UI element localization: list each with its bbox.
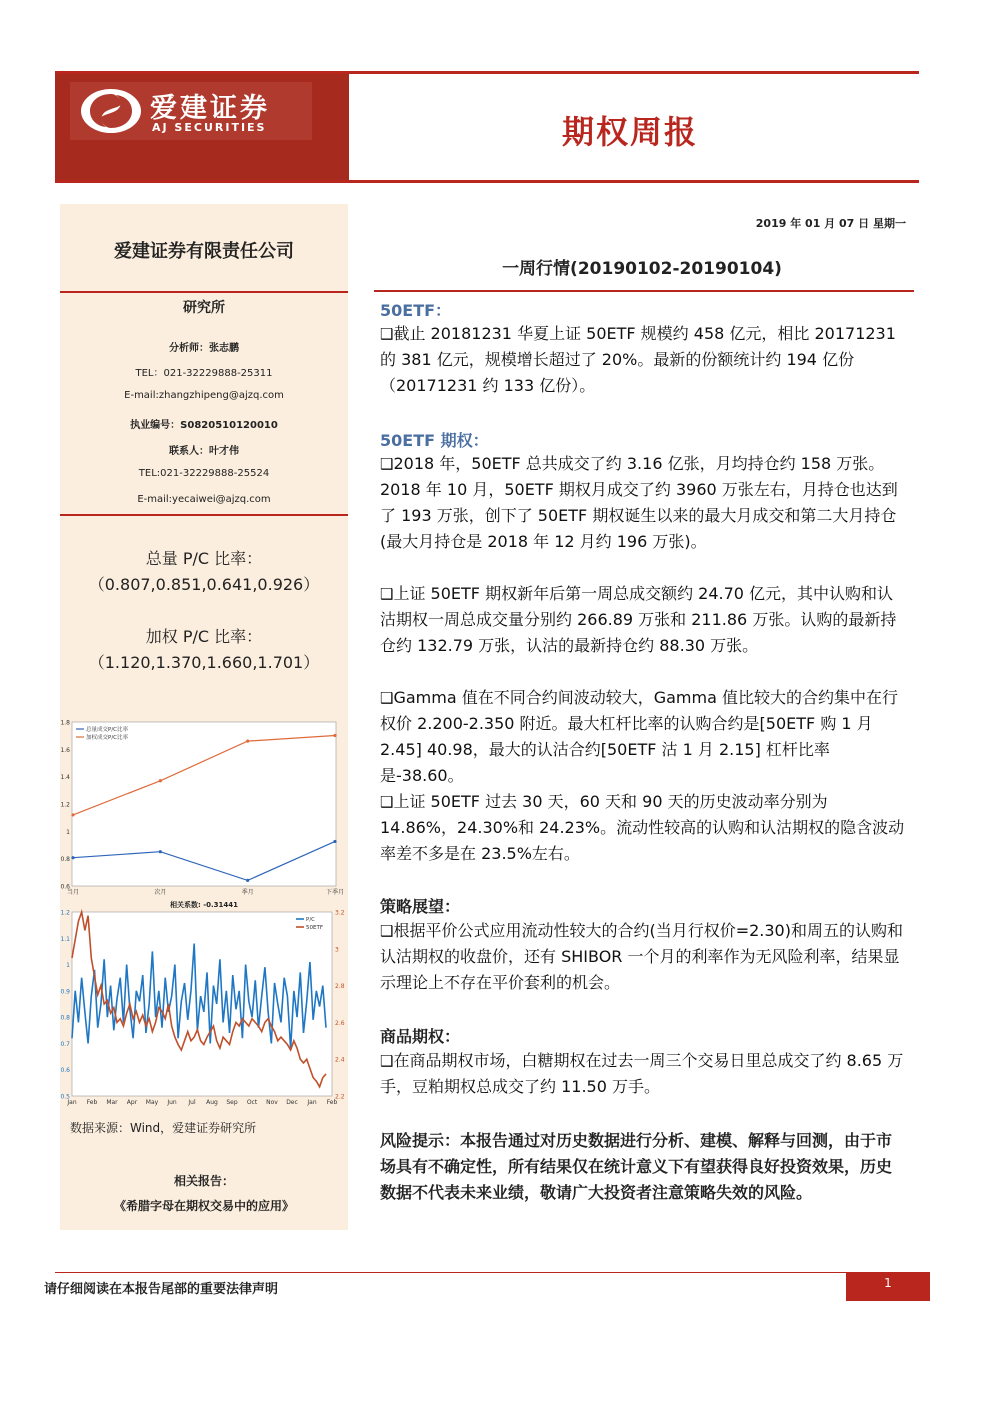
x-tick-label: 次月 <box>154 889 167 896</box>
y-tick-label: 1.2 <box>60 801 70 809</box>
legend-label: 加权成交P/C比率 <box>86 735 129 741</box>
contact-person: 联系人：叶才伟 <box>169 446 239 457</box>
department: 研究所 <box>183 300 225 316</box>
pc-50etf-chart <box>60 906 348 1116</box>
y-left-tick-label: 1.2 <box>60 909 70 917</box>
data-point <box>246 879 249 882</box>
analyst-email: E-mail:zhangzhipeng@ajzq.com <box>124 390 284 401</box>
sidebar-rule <box>60 291 348 293</box>
y-right-tick-label: 2.6 <box>335 1019 345 1027</box>
section-strategy-title: 策略展望： <box>380 897 461 916</box>
report-type-title: 期权周报 <box>562 113 699 151</box>
y-left-tick-label: 0.8 <box>60 1014 70 1022</box>
y-left-tick-label: 0.5 <box>60 1093 70 1101</box>
y-left-tick-label: 0.6 <box>60 1067 70 1075</box>
risk-warning: 风险提示：本报告通过对历史数据进行分析、建模、解释与回测，由于市场具有不确定性，所有结果仅在统计意义下有望获得良好投资效果，历史数据不代表未来业绩，敬请广大投资者注意策略失效的风险。 <box>380 1131 893 1202</box>
weighted-pc-label: 加权 P/C 比率： <box>145 627 263 646</box>
analyst-name: 分析师：张志鹏 <box>169 343 239 354</box>
x-tick-label: Feb <box>326 1099 338 1106</box>
x-tick-label: Dec <box>286 1099 298 1106</box>
y-tick-label: 1.6 <box>60 746 70 754</box>
checkbox-bullet-icon: ❑ <box>380 1052 394 1070</box>
aj-logo-icon <box>78 86 144 136</box>
checkbox-bullet-icon: ❑ <box>380 585 394 603</box>
x-tick-label: Jan <box>67 1099 77 1106</box>
checkbox-bullet-icon: ❑ <box>380 922 394 940</box>
legend-label: 总量成交P/C比率 <box>86 727 129 733</box>
related-report-link[interactable]: 《希腊字母在期权交易中的应用》 <box>113 1199 294 1213</box>
chart-annotation: 相关系数: -0.31441 <box>169 901 239 909</box>
sidebar-rule <box>60 514 348 516</box>
data-point <box>333 734 336 737</box>
company-name: 爱建证券有限责任公司 <box>114 241 294 262</box>
y-tick-label: 1 <box>66 828 70 836</box>
week-title: 一周行情(20190102-20190104) <box>502 259 782 279</box>
x-tick-label: Aug <box>206 1099 218 1106</box>
total-pc-value: （0.807,0.851,0.641,0.926） <box>88 575 320 594</box>
checkbox-bullet-icon: ❑ <box>380 689 394 707</box>
y-left-tick-label: 1 <box>66 962 70 970</box>
y-left-tick-label: 1.1 <box>60 935 70 943</box>
section-50etf-option-para-1: ❑2018 年，50ETF 总共成交了约 3.16 亿张，月均持仓约 158 万张。2018 年 10 月，50ETF 期权月成交了约 3960 万张左右，月持仓也达到了 193 万张，创下了 50ETF 期权诞生以来的最大月成交和第二大月持仓(最大月持仓是 2018 年 12 月约 196 万张)。 <box>380 454 898 551</box>
license-number: 执业编号：S0820510120010 <box>130 420 278 431</box>
analyst-tel: TEL：021-32229888-25311 <box>135 368 273 379</box>
y-tick-label: 0.6 <box>60 883 70 891</box>
x-tick-label: Apr <box>126 1099 138 1106</box>
plot-area <box>72 722 336 886</box>
data-point <box>333 840 336 843</box>
y-right-tick-label: 2.4 <box>335 1056 345 1064</box>
x-tick-label: 下季月 <box>325 889 345 896</box>
page-number: 1 <box>884 1276 892 1290</box>
data-point <box>71 813 74 816</box>
report-date: 2019 年 01 月 07 日 星期一 <box>755 217 906 230</box>
data-point <box>159 779 162 782</box>
contact-email: E-mail:yecaiwei@ajzq.com <box>137 494 271 505</box>
header-bottom-rule <box>55 180 919 183</box>
x-tick-label: 季月 <box>241 889 254 896</box>
checkbox-bullet-icon: ❑ <box>380 325 394 343</box>
contact-tel: TEL:021-32229888-25524 <box>138 468 270 479</box>
weighted-pc-value: （1.120,1.370,1.660,1.701） <box>88 653 320 672</box>
x-tick-label: 当月 <box>66 889 80 896</box>
data-source: 数据来源：Wind，爱建证券研究所 <box>70 1121 257 1135</box>
footer-disclaimer: 请仔细阅读在本报告尾部的重要法律声明 <box>44 1282 279 1297</box>
x-tick-label: Oct <box>246 1099 258 1106</box>
section-50etf-option-para-3: ❑Gamma 值在不同合约间波动较大，Gamma 值比较大的合约集中在行权价 2.200-2.350 附近。最大杠杆比率的认购合约是[50ETF 购 1 月 2.45] 40.98，最大的认沽合约[50ETF 沽 1 月 2.15] 杠杆比率是-38.60。 <box>380 688 898 785</box>
main-rule <box>374 290 914 292</box>
checkbox-bullet-icon: ❑ <box>380 793 394 811</box>
y-tick-label: 1.8 <box>60 719 70 727</box>
footer-rule <box>55 1272 930 1273</box>
y-right-tick-label: 3 <box>335 946 339 954</box>
x-tick-label: Jun <box>167 1099 177 1106</box>
section-50etf-option-title: 50ETF 期权： <box>380 431 489 450</box>
legend-label: P/C <box>306 917 316 923</box>
data-point <box>159 850 162 853</box>
checkbox-bullet-icon: ❑ <box>380 455 394 473</box>
section-strategy-para: ❑根据平价公式应用流动性较大的合约(当月行权价=2.30)和周五的认购和认沽期权的收盘价，还有 SHIBOR 一个月的利率作为无风险利率，结果显示理论上不存在平价套利的机会。 <box>380 921 903 992</box>
y-left-tick-label: 0.7 <box>60 1040 70 1048</box>
section-50etf-option-para-4: ❑上证 50ETF 过去 30 天，60 天和 90 天的历史波动率分别为 14.86%，24.30%和 24.23%。流动性较高的认购和认沽期权的隐含波动率差不多是在 23.5%左右。 <box>380 792 905 863</box>
x-tick-label: Jul <box>188 1099 196 1106</box>
y-tick-label: 0.8 <box>60 856 70 864</box>
logo-name: 爱建证券 <box>150 93 270 124</box>
pc-ratio-chart <box>60 716 348 910</box>
x-tick-label: Sep <box>226 1099 238 1106</box>
logo-english-name: AJ SECURITIES <box>152 121 267 134</box>
y-tick-label: 1.4 <box>60 774 70 782</box>
y-right-tick-label: 2.8 <box>335 983 345 991</box>
data-point <box>246 740 249 743</box>
x-tick-label: May <box>145 1099 159 1106</box>
y-right-tick-label: 2.2 <box>335 1093 345 1101</box>
x-tick-label: Jan <box>307 1099 317 1106</box>
section-commodity-title: 商品期权： <box>380 1027 461 1046</box>
y-right-tick-label: 3.2 <box>335 909 345 917</box>
x-tick-label: Nov <box>266 1099 278 1106</box>
section-commodity-para: ❑在商品期权市场，白糖期权在过去一周三个交易日里总成交了约 8.65 万手，豆粕期权总成交了约 11.50 万手。 <box>380 1051 904 1096</box>
section-50etf-title: 50ETF： <box>380 301 452 320</box>
x-tick-label: Feb <box>86 1099 98 1106</box>
legend-label: 50ETF <box>306 925 323 931</box>
related-reports-title: 相关报告： <box>173 1174 234 1188</box>
x-tick-label: Mar <box>106 1099 118 1106</box>
data-point <box>71 856 74 859</box>
total-pc-label: 总量 P/C 比率： <box>145 549 263 568</box>
y-left-tick-label: 0.9 <box>60 988 70 996</box>
section-50etf-para: ❑截止 20181231 华夏上证 50ETF 规模约 458 亿元，相比 20171231 的 381 亿元，规模增长超过了 20%。最新的份额统计约 194 亿份（20171231 约 133 亿份）。 <box>380 324 896 395</box>
section-50etf-option-para-2: ❑上证 50ETF 期权新年后第一周总成交额约 24.70 亿元，其中认购和认沽期权一周总成交量分别约 266.89 万张和 211.86 万张。认购的最新持仓约 132.79 万张，认沽的最新持仓约 88.30 万张。 <box>380 584 897 655</box>
